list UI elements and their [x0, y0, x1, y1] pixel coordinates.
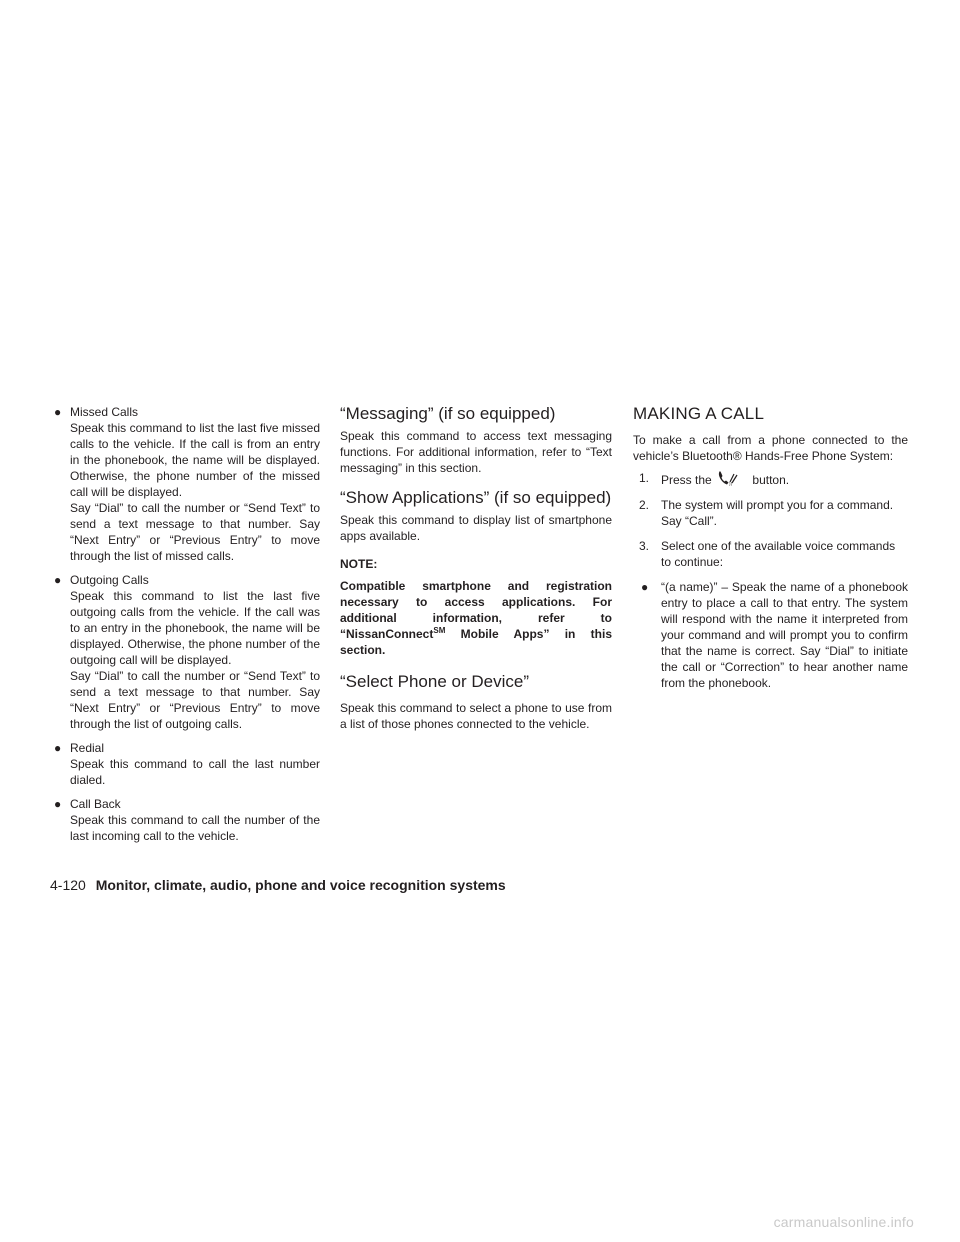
bullet: ●: [641, 580, 649, 594]
note-text-after: Mobile Apps” in this section.: [340, 627, 612, 657]
item-text: Speak this command to list the last five missed calls to the vehicle. If the call is from an entry in the phonebook, the name will be displayed. Otherwise, the phone number of the missed call will be displayed.: [70, 421, 320, 499]
steps-list: [633, 470, 908, 691]
item-text: Speak this command to call the last number dialed.: [70, 757, 320, 787]
bullet: ●: [54, 405, 62, 419]
item-text: “(a name)” – Speak the name of a phonebook entry to place a call to that entry. The system will respond with the name it interpreted from your command and will prompt you to confirm that the name is correct. Say “Dial” to initiate the call or “Correction” to hear another name from the phonebook.: [661, 580, 908, 690]
note-text-before: Compatible smartphone and registration necessary to access applications. For additional information, refer to “NissanConnect: [340, 579, 612, 641]
step-number: 1.: [639, 471, 650, 485]
show-applications-text: Speak this command to display list of smartphone apps available.: [340, 513, 612, 543]
intro-text: To make a call from a phone connected to the vehicle’s Bluetooth® Hands-Free Phone System:: [633, 433, 908, 463]
select-phone-heading: “Select Phone or Device”: [340, 672, 529, 691]
list-item-redial: [50, 740, 320, 788]
bullet: ●: [54, 797, 62, 811]
item-title: Call Back: [70, 797, 121, 811]
messaging-text: Speak this command to access text messaging functions. For additional information, refer to “Text messaging” in this section.: [340, 429, 612, 475]
svg-text:)): )): [729, 481, 733, 486]
bullet: ●: [54, 573, 62, 587]
list-item-outgoing-calls: [50, 572, 320, 732]
service-mark: SM: [433, 626, 446, 635]
section-title: Monitor, climate, audio, phone and voice recognition systems: [95, 877, 506, 893]
messaging-heading: “Messaging” (if so equipped): [340, 404, 556, 423]
step-text: Select one of the available voice commands to continue:: [661, 539, 896, 569]
list-item-missed-calls: [50, 404, 320, 564]
section-heading: MAKING A CALL: [633, 404, 765, 423]
item-title: Redial: [70, 741, 105, 755]
column-left: [50, 404, 320, 852]
step-number: 3.: [639, 539, 650, 553]
step-text: The system will prompt you for a command. Say “Call”.: [661, 498, 894, 528]
bullet: ●: [54, 741, 62, 755]
list-item-a-name: [633, 579, 908, 691]
column-middle: [340, 404, 612, 732]
item-text: Speak this command to call the number of the last incoming call to the vehicle.: [70, 813, 320, 843]
item-text: Say “Dial” to call the number or “Send Text” to send a text message to that number. Say “Next Entry” or “Previous Entry” to move through the list of outgoing calls.: [70, 669, 320, 731]
item-title: Missed Calls: [70, 405, 139, 419]
step-2: [633, 497, 908, 529]
step-3: [633, 538, 908, 570]
column-right: [633, 404, 908, 691]
item-text: Say “Dial” to call the number or “Send Text” to send a text message to that number. Say “Next Entry” or “Previous Entry” to move through the list of missed calls.: [70, 501, 320, 563]
step-1: [633, 470, 908, 488]
select-phone-text: Speak this command to select a phone to use from a list of those phones connected to the vehicle.: [340, 701, 612, 731]
list-item-call-back: [50, 796, 320, 844]
item-title: Outgoing Calls: [70, 573, 149, 587]
step-text-before: Press the: [661, 473, 712, 487]
item-text: Speak this command to list the last five outgoing calls from the vehicle. If the call was to an entry in the phonebook, the name will be displayed. Otherwise, the phone number of the outgoing call will be displayed.: [70, 589, 320, 667]
show-applications-heading: “Show Applications” (if so equipped): [340, 488, 612, 507]
page-number: 4-120: [50, 877, 86, 893]
note-text: [340, 578, 612, 658]
note-label: NOTE:: [340, 557, 378, 571]
phone-talk-icon: [717, 470, 739, 486]
step-number: 2.: [639, 498, 650, 512]
page-footer: [50, 876, 506, 894]
watermark: carmanualsonline.info: [773, 1214, 914, 1230]
step-text-after: button.: [752, 473, 790, 487]
